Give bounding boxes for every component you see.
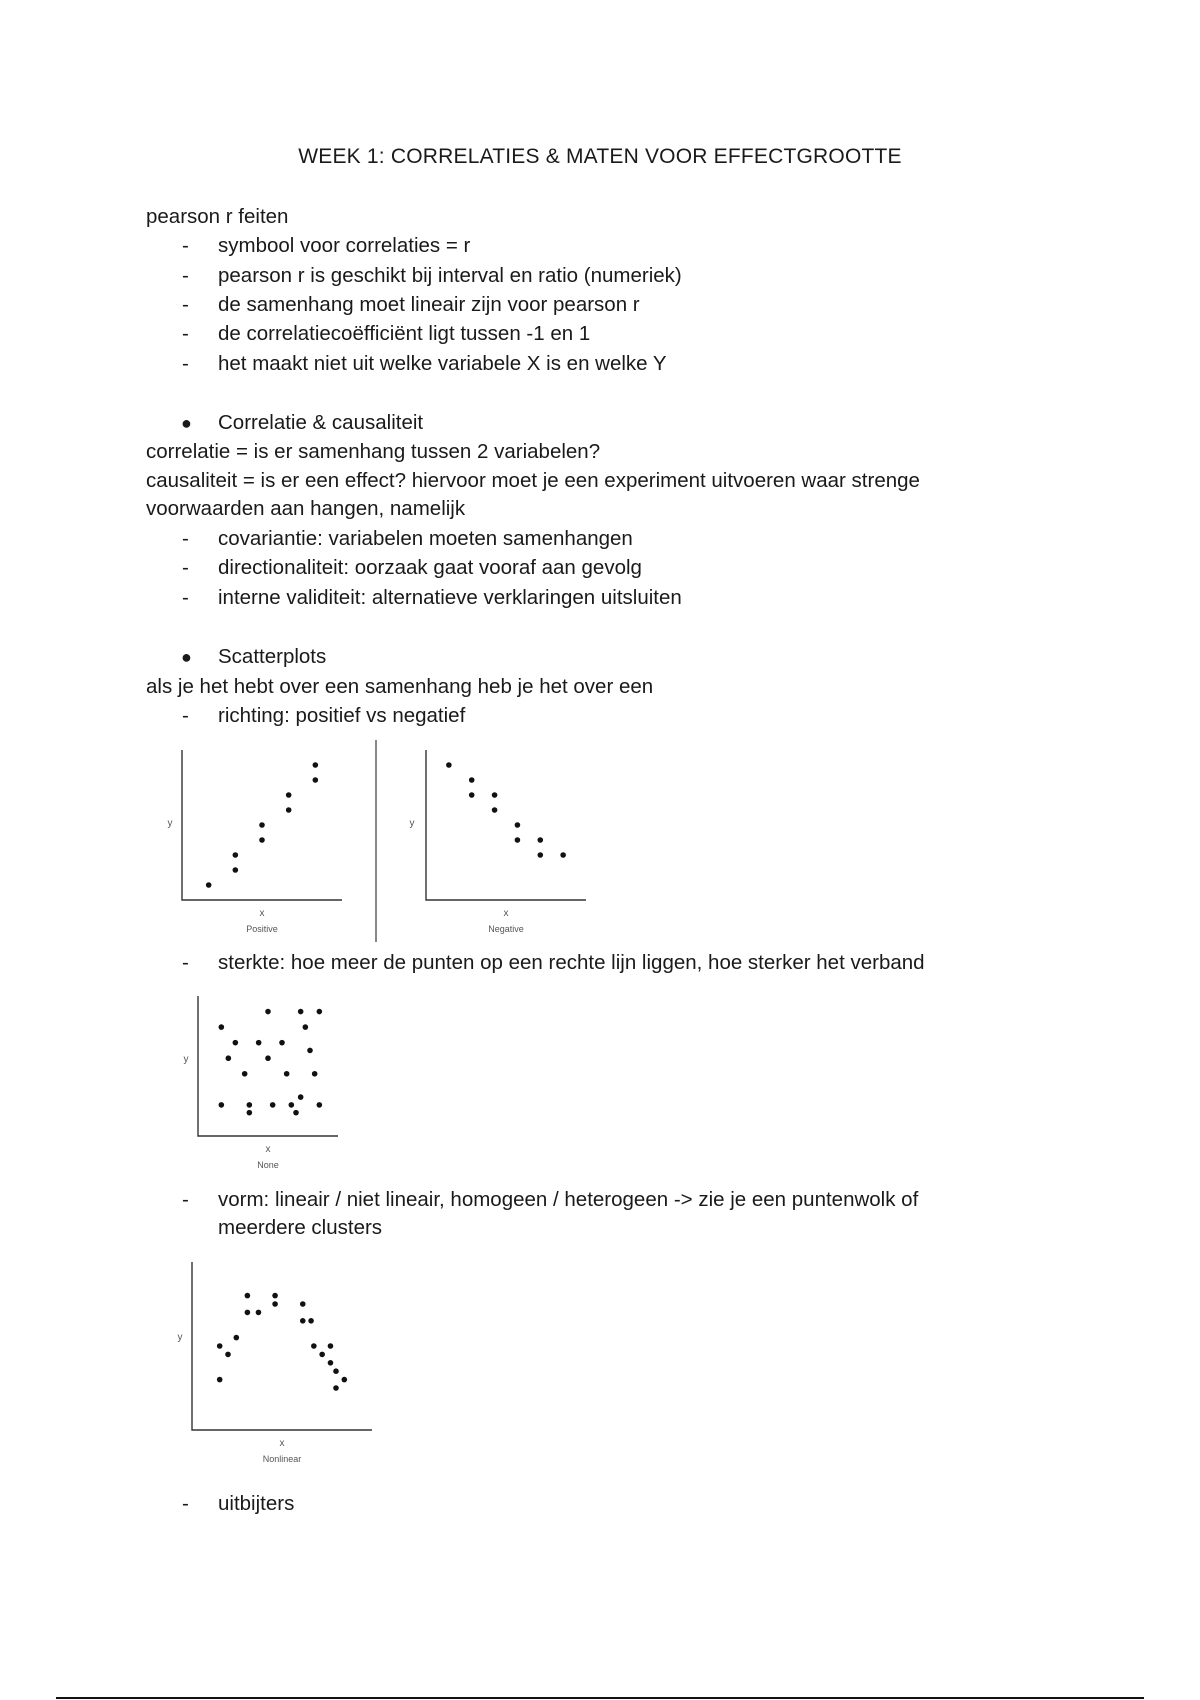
data-point xyxy=(560,852,566,858)
data-point xyxy=(245,1293,251,1299)
dash-marker: - xyxy=(182,1492,189,1515)
axes-none xyxy=(198,996,338,1136)
data-point xyxy=(286,792,292,798)
dash-marker: - xyxy=(182,586,189,609)
list-item-text: covariantie: variabelen moeten samenhangen xyxy=(218,527,633,550)
x-axis-label: x xyxy=(265,1144,271,1155)
data-point xyxy=(217,1343,223,1349)
data-point xyxy=(319,1352,325,1358)
page-title: WEEK 1: CORRELATIES & MATEN VOOR EFFECTGROOTTE xyxy=(298,145,902,168)
data-point xyxy=(333,1368,339,1374)
list-item-text: pearson r is geschikt bij interval en ratio (numeriek) xyxy=(218,264,682,287)
data-point xyxy=(492,807,498,813)
dash-marker: - xyxy=(182,951,189,974)
scatter-intro: als je het hebt over een samenhang heb je het over een xyxy=(146,675,654,698)
scatter-plot-negative xyxy=(392,738,592,943)
data-point xyxy=(234,1335,240,1341)
data-point xyxy=(303,1024,309,1030)
dash-marker: - xyxy=(182,527,189,550)
data-point xyxy=(233,1040,239,1046)
data-point xyxy=(317,1009,323,1015)
scatter-svg-positive xyxy=(150,738,350,943)
data-point xyxy=(206,882,212,888)
x-axis-label: x xyxy=(259,908,265,919)
data-point xyxy=(308,1318,314,1324)
causality-definition: causaliteit = is er een effect? hiervoor moet je een experiment uitvoeren waar strenge xyxy=(146,469,920,492)
bullet-text: Correlatie & causaliteit xyxy=(218,411,424,434)
axes-negative xyxy=(426,750,586,900)
data-point xyxy=(225,1352,231,1358)
data-point xyxy=(289,1102,295,1108)
data-point xyxy=(312,1071,318,1077)
data-point xyxy=(317,1102,323,1108)
data-point xyxy=(311,1343,317,1349)
data-point xyxy=(286,807,292,813)
chart-caption: Negative xyxy=(488,924,524,934)
data-point xyxy=(469,792,475,798)
correlation-definition: correlatie = is er samenhang tussen 2 variabelen? xyxy=(146,440,601,463)
bullet-icon: ● xyxy=(181,413,192,433)
dash-marker: - xyxy=(182,1188,189,1211)
scatter-plot-none xyxy=(168,990,358,1172)
footer-rule xyxy=(56,1697,1144,1699)
data-point xyxy=(219,1102,225,1108)
data-point xyxy=(270,1102,276,1108)
data-point xyxy=(313,777,319,783)
dash-marker: - xyxy=(182,264,189,287)
plot-divider xyxy=(375,740,377,942)
data-point xyxy=(307,1048,313,1054)
scatter-svg-none xyxy=(168,990,358,1172)
data-point xyxy=(298,1009,304,1015)
data-point xyxy=(469,777,475,783)
data-point xyxy=(233,867,239,873)
data-point xyxy=(537,837,543,843)
data-point xyxy=(245,1310,251,1316)
chart-caption: None xyxy=(257,1160,279,1170)
data-point xyxy=(259,822,265,828)
data-point xyxy=(300,1301,306,1307)
dash-marker: - xyxy=(182,556,189,579)
list-item-text: de correlatiecoëfficiënt ligt tussen -1 en 1 xyxy=(218,322,591,345)
list-item-text: directionaliteit: oorzaak gaat vooraf aan gevolg xyxy=(218,556,642,579)
x-axis-label: x xyxy=(279,1438,285,1449)
data-point xyxy=(300,1318,306,1324)
data-point xyxy=(259,837,265,843)
scatter-svg-nonlinear xyxy=(168,1256,378,1472)
y-axis-label: y xyxy=(409,818,415,829)
data-point xyxy=(272,1301,278,1307)
list-item-text: richting: positief vs negatief xyxy=(218,704,466,727)
dash-marker: - xyxy=(182,704,189,727)
dash-marker: - xyxy=(182,293,189,316)
data-point xyxy=(265,1055,271,1061)
dash-marker: - xyxy=(182,322,189,345)
data-point xyxy=(328,1360,334,1366)
data-point xyxy=(284,1071,290,1077)
bullet-text: Scatterplots xyxy=(218,645,327,668)
x-axis-label: x xyxy=(503,908,509,919)
list-item-text: uitbijters xyxy=(218,1492,295,1515)
chart-caption: Positive xyxy=(246,924,278,934)
data-point xyxy=(265,1009,271,1015)
data-point xyxy=(492,792,498,798)
data-point xyxy=(446,762,452,768)
data-point xyxy=(293,1110,299,1116)
y-axis-label: y xyxy=(177,1332,183,1343)
data-point xyxy=(313,762,319,768)
data-point xyxy=(233,852,239,858)
data-point xyxy=(256,1040,262,1046)
list-item-text: de samenhang moet lineair zijn voor pearson r xyxy=(218,293,640,316)
chart-caption: Nonlinear xyxy=(262,1454,302,1464)
data-point xyxy=(256,1310,262,1316)
data-point xyxy=(247,1110,253,1116)
data-point xyxy=(515,837,521,843)
list-item-text: interne validiteit: alternatieve verklaringen uitsluiten xyxy=(218,586,682,609)
data-point xyxy=(226,1055,232,1061)
y-axis-label: y xyxy=(167,818,173,829)
list-item-text: meerdere clusters xyxy=(218,1216,383,1239)
scatter-svg-negative xyxy=(392,738,592,943)
dash-marker: - xyxy=(182,234,189,257)
list-item-text: symbool voor correlaties = r xyxy=(218,234,471,257)
data-point xyxy=(279,1040,285,1046)
data-point xyxy=(219,1024,225,1030)
data-point xyxy=(342,1377,348,1383)
causality-definition-cont: voorwaarden aan hangen, namelijk xyxy=(146,497,466,520)
list-item-text: sterkte: hoe meer de punten op een rechte lijn liggen, hoe sterker het verband xyxy=(218,951,925,974)
data-point xyxy=(242,1071,248,1077)
data-point xyxy=(333,1385,339,1391)
data-point xyxy=(537,852,543,858)
list-item-text: het maakt niet uit welke variabele X is en welke Y xyxy=(218,352,667,375)
pearson-heading: pearson r feiten xyxy=(146,205,289,228)
data-point xyxy=(217,1377,223,1383)
bullet-icon: ● xyxy=(181,647,192,667)
list-item-text: vorm: lineair / niet lineair, homogeen / heterogeen -> zie je een puntenwolk of xyxy=(218,1188,919,1211)
data-point xyxy=(272,1293,278,1299)
scatter-plot-nonlinear xyxy=(168,1256,378,1472)
data-point xyxy=(247,1102,253,1108)
data-point xyxy=(328,1343,334,1349)
data-point xyxy=(298,1094,304,1100)
data-point xyxy=(515,822,521,828)
scatter-plot-positive xyxy=(150,738,350,943)
y-axis-label: y xyxy=(183,1054,189,1065)
dash-marker: - xyxy=(182,352,189,375)
